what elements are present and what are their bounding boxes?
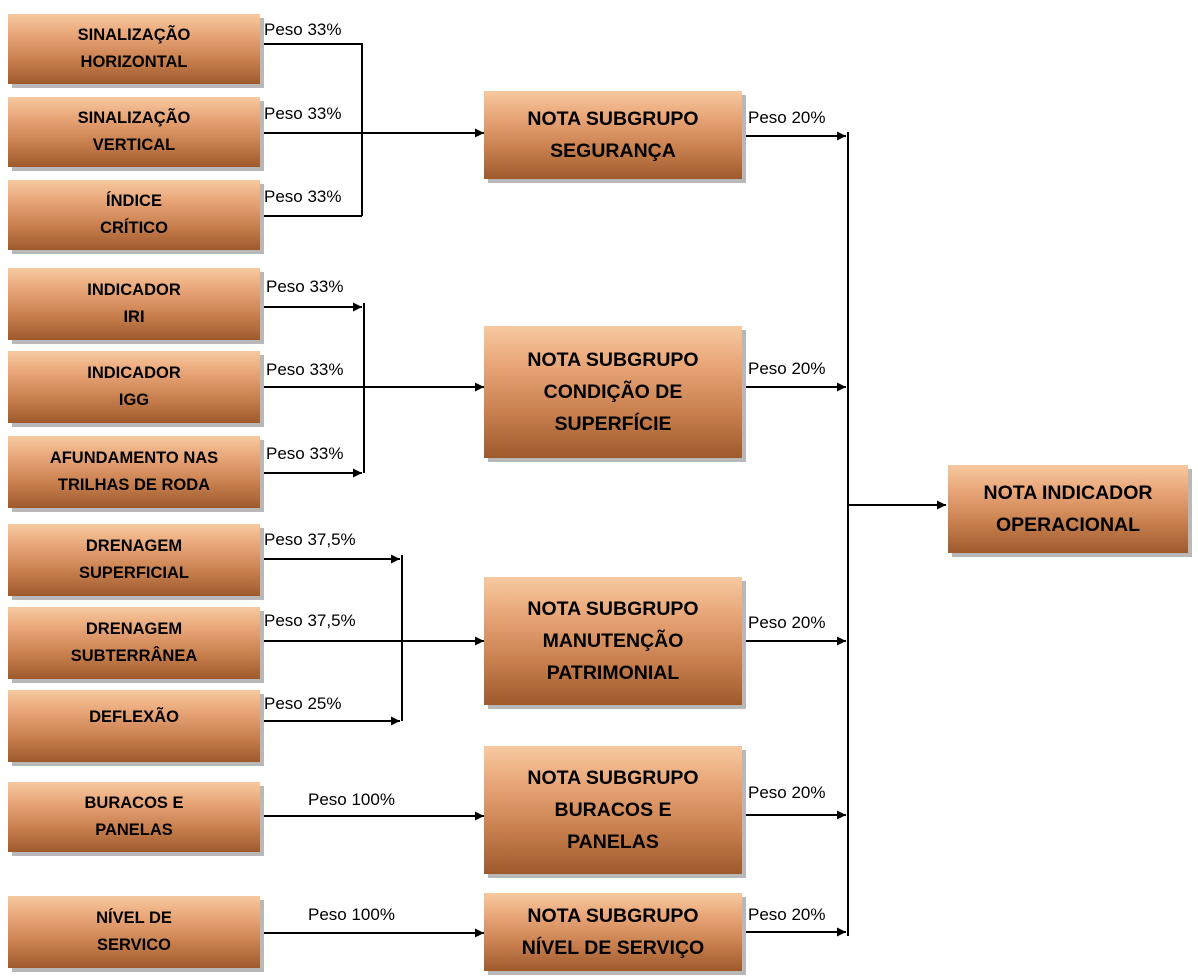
box-label: NOTA SUBGRUPO <box>527 108 699 130</box>
box-label: VERTICAL <box>92 136 176 154</box>
box-label: PATRIMONIAL <box>546 662 680 684</box>
weight-label-sinal-horizontal: Peso 33% <box>264 20 342 39</box>
box-label: SINALIZAÇÃO <box>77 26 191 44</box>
box-label: SUPERFICIAL <box>78 564 189 582</box>
box-label: BURACOS E <box>84 794 184 812</box>
box-label: SEGURANÇA <box>550 140 676 162</box>
box-label: OPERACIONAL <box>995 514 1141 536</box>
weight-label-sinal-vertical: Peso 33% <box>264 104 342 123</box>
weight-label-nivel-servico-sub: Peso 20% <box>748 905 826 924</box>
box-label: DEFLEXÃO <box>89 708 179 726</box>
box-label: CONDIÇÃO DE <box>543 381 683 403</box>
box-label: IGG <box>118 391 150 409</box>
deflexao-box <box>8 690 260 762</box>
box-label: NOTA INDICADOR <box>983 482 1153 504</box>
buracos-box <box>8 782 260 852</box>
weight-label-drenagem-subterranea: Peso 37,5% <box>264 611 356 630</box>
weight-label-seguranca: Peso 20% <box>748 108 826 127</box>
box-label: NOTA SUBGRUPO <box>527 905 699 927</box>
box-label: PANELAS <box>95 821 173 839</box>
weight-label-superficie: Peso 20% <box>748 359 826 378</box>
subgrupo-superficie-box <box>484 326 742 458</box>
nivel-servico-box <box>8 896 260 968</box>
weight-label-manutencao: Peso 20% <box>748 613 826 632</box>
box-label: DRENAGEM <box>85 537 183 555</box>
box-label: SINALIZAÇÃO <box>77 109 191 127</box>
subgrupo-buracos-box <box>484 746 742 874</box>
box-label: INDICADOR <box>87 281 181 299</box>
box-label: CRÍTICO <box>100 219 168 237</box>
weight-label-nivel-servico: Peso 100% <box>308 905 395 924</box>
box-label: BURACOS E <box>554 799 672 821</box>
weight-label-drenagem-superficial: Peso 37,5% <box>264 530 356 549</box>
nota-indicador-operacional-box <box>948 465 1188 553</box>
box-label: NÍVEL DE SERVIÇO <box>521 937 705 959</box>
drenagem-subterranea-box <box>8 607 260 679</box>
box-label: PANELAS <box>567 831 659 853</box>
box-label: MANUTENÇÃO <box>542 630 684 652</box>
box-label: DRENAGEM <box>85 620 183 638</box>
box-label: TRILHAS DE RODA <box>57 476 211 494</box>
weight-label-buracos-sub: Peso 20% <box>748 783 826 802</box>
weight-label-buracos: Peso 100% <box>308 790 395 809</box>
box-label: IRI <box>123 308 145 326</box>
box-label: AFUNDAMENTO NAS <box>49 449 219 467</box>
box-label: HORIZONTAL <box>80 53 188 71</box>
weight-label-deflexao: Peso 25% <box>264 694 342 713</box>
box-label: NÍVEL DE <box>96 909 172 927</box>
box-label: SUPERFÍCIE <box>554 413 672 435</box>
sinal-vertical-box <box>8 97 260 167</box>
weight-label-indicador-iri: Peso 33% <box>266 277 344 296</box>
weight-label-indice-critico: Peso 33% <box>264 187 342 206</box>
indicador-igg-box <box>8 351 260 423</box>
box-label: SERVICO <box>97 936 171 954</box>
box-label: NOTA SUBGRUPO <box>527 767 699 789</box>
afundamento-box <box>8 436 260 508</box>
box-label: NOTA SUBGRUPO <box>527 598 699 620</box>
sinal-horizontal-box <box>8 14 260 84</box>
box-label: ÍNDICE <box>106 192 162 210</box>
box-label: NOTA SUBGRUPO <box>527 349 699 371</box>
subgrupo-seguranca-box <box>484 91 742 179</box>
box-label: SUBTERRÂNEA <box>70 647 198 665</box>
weight-label-afundamento: Peso 33% <box>266 444 344 463</box>
subgrupo-manutencao-box <box>484 577 742 705</box>
box-label: INDICADOR <box>87 364 181 382</box>
indicador-iri-box <box>8 268 260 340</box>
drenagem-superficial-box <box>8 524 260 596</box>
indice-critico-box <box>8 180 260 250</box>
weight-label-indicador-igg: Peso 33% <box>266 360 344 379</box>
subgrupo-nivel-servico-box <box>484 893 742 971</box>
